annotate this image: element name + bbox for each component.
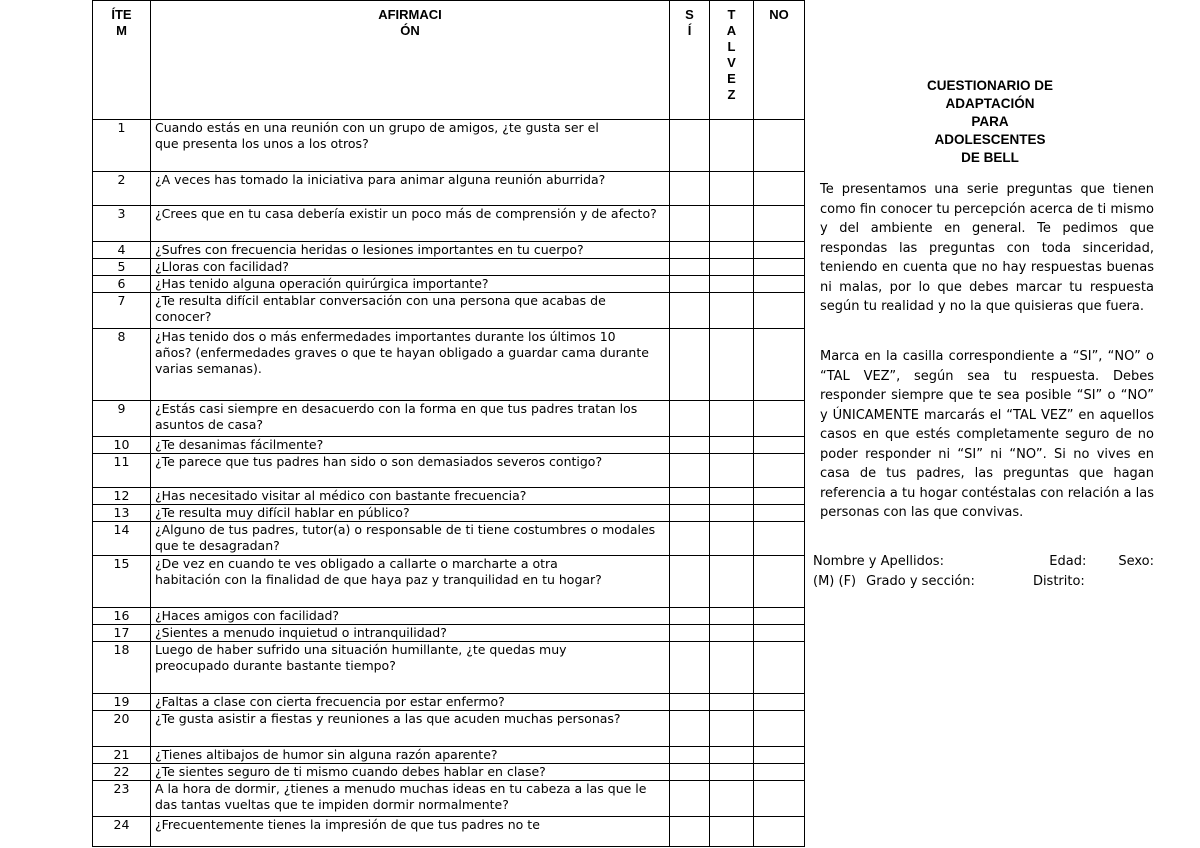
item-statement: ¿Haces amigos con facilidad? xyxy=(151,608,670,625)
answer-maybe-cell[interactable] xyxy=(710,120,754,172)
answer-maybe-cell[interactable] xyxy=(710,694,754,711)
answer-no-cell[interactable] xyxy=(754,505,805,522)
answer-maybe-cell[interactable] xyxy=(710,711,754,747)
answer-maybe-cell[interactable] xyxy=(710,608,754,625)
answer-no-cell[interactable] xyxy=(754,625,805,642)
item-number: 1 xyxy=(93,120,151,172)
item-statement: ¿Lloras con facilidad? xyxy=(151,259,670,276)
answer-yes-cell[interactable] xyxy=(670,454,710,488)
item-number: 23 xyxy=(93,781,151,817)
answer-no-cell[interactable] xyxy=(754,694,805,711)
answer-yes-cell[interactable] xyxy=(670,276,710,293)
table-row xyxy=(93,694,805,711)
answer-yes-cell[interactable] xyxy=(670,781,710,817)
item-number: 19 xyxy=(93,694,151,711)
answer-no-cell[interactable] xyxy=(754,293,805,329)
answer-maybe-cell[interactable] xyxy=(710,764,754,781)
table-row xyxy=(93,401,805,437)
answer-no-cell[interactable] xyxy=(754,764,805,781)
item-statement: ¿Estás casi siempre en desacuerdo con la forma en que tus padres tratan los asuntos de casa? xyxy=(151,401,670,437)
item-statement: ¿Frecuentemente tienes la impresión de que tus padres no te xyxy=(151,817,670,847)
item-statement: ¿Te resulta muy difícil hablar en público? xyxy=(151,505,670,522)
table-row xyxy=(93,172,805,206)
answer-maybe-cell[interactable] xyxy=(710,276,754,293)
answer-no-cell[interactable] xyxy=(754,276,805,293)
table-row xyxy=(93,329,805,401)
item-number: 4 xyxy=(93,242,151,259)
item-statement: Cuando estás en una reunión con un grupo de amigos, ¿te gusta ser el que presenta los unos a los otros? xyxy=(151,120,670,172)
intro-paragraph: Te presentamos una serie preguntas que tienen como fin conocer tu percepción acerca de ti mismo y del ambiente en general. Te pedimos que respondas las preguntas con toda sinceridad, teniendo en cuenta que no hay respuestas buenas ni malas, por lo que debes marcar tu respuesta según tu realidad y no la que quisieras que fuera. xyxy=(820,182,1154,314)
item-statement: ¿Sufres con frecuencia heridas o lesiones importantes en tu cuerpo? xyxy=(151,242,670,259)
item-number: 14 xyxy=(93,522,151,556)
answer-no-cell[interactable] xyxy=(754,747,805,764)
answer-no-cell[interactable] xyxy=(754,259,805,276)
answer-yes-cell[interactable] xyxy=(670,206,710,242)
answer-no-cell[interactable] xyxy=(754,642,805,694)
table-header-row xyxy=(93,1,805,120)
item-number: 9 xyxy=(93,401,151,437)
item-number: 2 xyxy=(93,172,151,206)
answer-no-cell[interactable] xyxy=(754,206,805,242)
item-number: 16 xyxy=(93,608,151,625)
answer-yes-cell[interactable] xyxy=(670,711,710,747)
name-label: Nombre y Apellidos: xyxy=(813,554,944,569)
answer-no-cell[interactable] xyxy=(754,711,805,747)
sex-label: Sexo: xyxy=(1118,554,1154,569)
item-number: 21 xyxy=(93,747,151,764)
answer-yes-cell[interactable] xyxy=(670,120,710,172)
district-label: Distrito: xyxy=(1032,574,1085,589)
header-statement: AFIRMACI ÓN xyxy=(151,1,670,120)
answer-no-cell[interactable] xyxy=(754,608,805,625)
answer-maybe-cell[interactable] xyxy=(710,437,754,454)
item-statement: ¿Has tenido dos o más enfermedades importantes durante los últimos 10 años? (enfermedades graves o que te hayan obligado a guardar cama durante varias semanas). xyxy=(151,329,670,401)
answer-no-cell[interactable] xyxy=(754,172,805,206)
answer-yes-cell[interactable] xyxy=(670,817,710,847)
header-no: NO xyxy=(754,1,805,120)
answer-yes-cell[interactable] xyxy=(670,764,710,781)
answer-no-cell[interactable] xyxy=(754,522,805,556)
answer-no-cell[interactable] xyxy=(754,488,805,505)
answer-maybe-cell[interactable] xyxy=(710,522,754,556)
answer-yes-cell[interactable] xyxy=(670,293,710,329)
answer-yes-cell[interactable] xyxy=(670,329,710,401)
table-row xyxy=(93,817,805,847)
answer-maybe-cell[interactable] xyxy=(710,747,754,764)
answer-yes-cell[interactable] xyxy=(670,522,710,556)
table-row xyxy=(93,242,805,259)
table-row xyxy=(93,120,805,172)
item-number: 3 xyxy=(93,206,151,242)
answer-yes-cell[interactable] xyxy=(670,625,710,642)
grade-label: Grado y sección: xyxy=(866,574,975,589)
item-statement: A la hora de dormir, ¿tienes a menudo muchas ideas en tu cabeza a las que le das tantas vueltas que te impiden dormir normalmente? xyxy=(151,781,670,817)
answer-maybe-cell[interactable] xyxy=(710,505,754,522)
item-number: 8 xyxy=(93,329,151,401)
item-statement: ¿Te gusta asistir a fiestas y reuniones a las que acuden muchas personas? xyxy=(151,711,670,747)
table-row xyxy=(93,259,805,276)
answer-maybe-cell[interactable] xyxy=(710,817,754,847)
answer-maybe-cell[interactable] xyxy=(710,625,754,642)
item-number: 11 xyxy=(93,454,151,488)
header-maybe: T A L V E Z xyxy=(710,1,754,120)
header-yes: S Í xyxy=(670,1,710,120)
item-number: 5 xyxy=(93,259,151,276)
item-statement: ¿Alguno de tus padres, tutor(a) o responsable de ti tiene costumbres o modales que te desagradan? xyxy=(151,522,670,556)
table-row xyxy=(93,488,805,505)
item-statement: ¿Sientes a menudo inquietud o intranquilidad? xyxy=(151,625,670,642)
respondent-info xyxy=(813,552,1154,592)
item-statement: ¿Te desanimas fácilmente? xyxy=(151,437,670,454)
table-row xyxy=(93,276,805,293)
item-number: 7 xyxy=(93,293,151,329)
item-number: 13 xyxy=(93,505,151,522)
answer-yes-cell[interactable] xyxy=(670,608,710,625)
answer-no-cell[interactable] xyxy=(754,454,805,488)
answer-no-cell[interactable] xyxy=(754,329,805,401)
answer-yes-cell[interactable] xyxy=(670,505,710,522)
item-statement: ¿Te parece que tus padres han sido o son demasiados severos contigo? xyxy=(151,454,670,488)
answer-maybe-cell[interactable] xyxy=(710,556,754,608)
answer-maybe-cell[interactable] xyxy=(710,488,754,505)
answer-maybe-cell[interactable] xyxy=(710,329,754,401)
answer-no-cell[interactable] xyxy=(754,401,805,437)
answer-yes-cell[interactable] xyxy=(670,642,710,694)
header-item: ÍTE M xyxy=(93,1,151,120)
item-statement: ¿Has tenido alguna operación quirúrgica importante? xyxy=(151,276,670,293)
table-row xyxy=(93,522,805,556)
item-statement: ¿Has necesitado visitar al médico con bastante frecuencia? xyxy=(151,488,670,505)
item-number: 12 xyxy=(93,488,151,505)
item-statement: ¿Faltas a clase con cierta frecuencia por estar enfermo? xyxy=(151,694,670,711)
table-row xyxy=(93,625,805,642)
answer-no-cell[interactable] xyxy=(754,120,805,172)
table-row xyxy=(93,437,805,454)
item-statement: ¿Crees que en tu casa debería existir un poco más de comprensión y de afecto? xyxy=(151,206,670,242)
answer-maybe-cell[interactable] xyxy=(710,642,754,694)
table-row xyxy=(93,454,805,488)
questionnaire-table xyxy=(92,0,805,847)
answer-yes-cell[interactable] xyxy=(670,556,710,608)
table-row xyxy=(93,764,805,781)
table-row xyxy=(93,642,805,694)
item-number: 24 xyxy=(93,817,151,847)
item-number: 22 xyxy=(93,764,151,781)
answer-yes-cell[interactable] xyxy=(670,747,710,764)
answer-maybe-cell[interactable] xyxy=(710,293,754,329)
table-row xyxy=(93,747,805,764)
questionnaire-title: CUESTIONARIO DE ADAPTACIÓN PARA ADOLESCENTES DE BELL xyxy=(926,78,1053,165)
table-row xyxy=(93,556,805,608)
table-row xyxy=(93,293,805,329)
answer-yes-cell[interactable] xyxy=(670,694,710,711)
answer-no-cell[interactable] xyxy=(754,437,805,454)
answer-yes-cell[interactable] xyxy=(670,437,710,454)
answer-maybe-cell[interactable] xyxy=(710,781,754,817)
answer-yes-cell[interactable] xyxy=(670,172,710,206)
instructions-paragraph: Marca en la casilla correspondiente a “SI”, “NO” o “TAL VEZ”, según sea tu respuesta. Debes responder siempre que te sea posible “SI” o “NO” y ÚNICAMENTE marcarás el “TAL VEZ” en aquellos casos en que estés completamente seguro de no poder responder ni “SI” ni “NO”. Si no vives en casa de tus padres, las preguntas que hagan referencia a tu hogar contéstalas con relación a las personas con las que convivas. xyxy=(820,349,1154,520)
answer-yes-cell[interactable] xyxy=(670,488,710,505)
table-row xyxy=(93,206,805,242)
table-row xyxy=(93,781,805,817)
answer-maybe-cell[interactable] xyxy=(710,242,754,259)
answer-maybe-cell[interactable] xyxy=(710,172,754,206)
answer-yes-cell[interactable] xyxy=(670,259,710,276)
item-statement: ¿Te resulta difícil entablar conversación con una persona que acabas de conocer? xyxy=(151,293,670,329)
age-label: Edad: xyxy=(1049,554,1087,569)
item-statement: ¿Te sientes seguro de ti mismo cuando debes hablar en clase? xyxy=(151,764,670,781)
item-statement: ¿De vez en cuando te ves obligado a callarte o marcharte a otra habitación con la finalidad de que haya paz y tranquilidad en tu hogar? xyxy=(151,556,670,608)
table-row xyxy=(93,608,805,625)
item-number: 20 xyxy=(93,711,151,747)
item-number: 6 xyxy=(93,276,151,293)
answer-yes-cell[interactable] xyxy=(670,401,710,437)
item-number: 15 xyxy=(93,556,151,608)
answer-maybe-cell[interactable] xyxy=(710,206,754,242)
item-number: 17 xyxy=(93,625,151,642)
table-row xyxy=(93,711,805,747)
item-statement: ¿A veces has tomado la iniciativa para animar alguna reunión aburrida? xyxy=(151,172,670,206)
answer-maybe-cell[interactable] xyxy=(710,401,754,437)
answer-no-cell[interactable] xyxy=(754,781,805,817)
answer-no-cell[interactable] xyxy=(754,556,805,608)
answer-maybe-cell[interactable] xyxy=(710,454,754,488)
table-row xyxy=(93,505,805,522)
item-statement: ¿Tienes altibajos de humor sin alguna razón aparente? xyxy=(151,747,670,764)
item-number: 18 xyxy=(93,642,151,694)
answer-yes-cell[interactable] xyxy=(670,242,710,259)
sex-options: (M) (F) xyxy=(813,574,857,589)
answer-maybe-cell[interactable] xyxy=(710,259,754,276)
item-statement: Luego de haber sufrido una situación humillante, ¿te quedas muy preocupado durante bastante tiempo? xyxy=(151,642,670,694)
item-number: 10 xyxy=(93,437,151,454)
answer-no-cell[interactable] xyxy=(754,817,805,847)
answer-no-cell[interactable] xyxy=(754,242,805,259)
